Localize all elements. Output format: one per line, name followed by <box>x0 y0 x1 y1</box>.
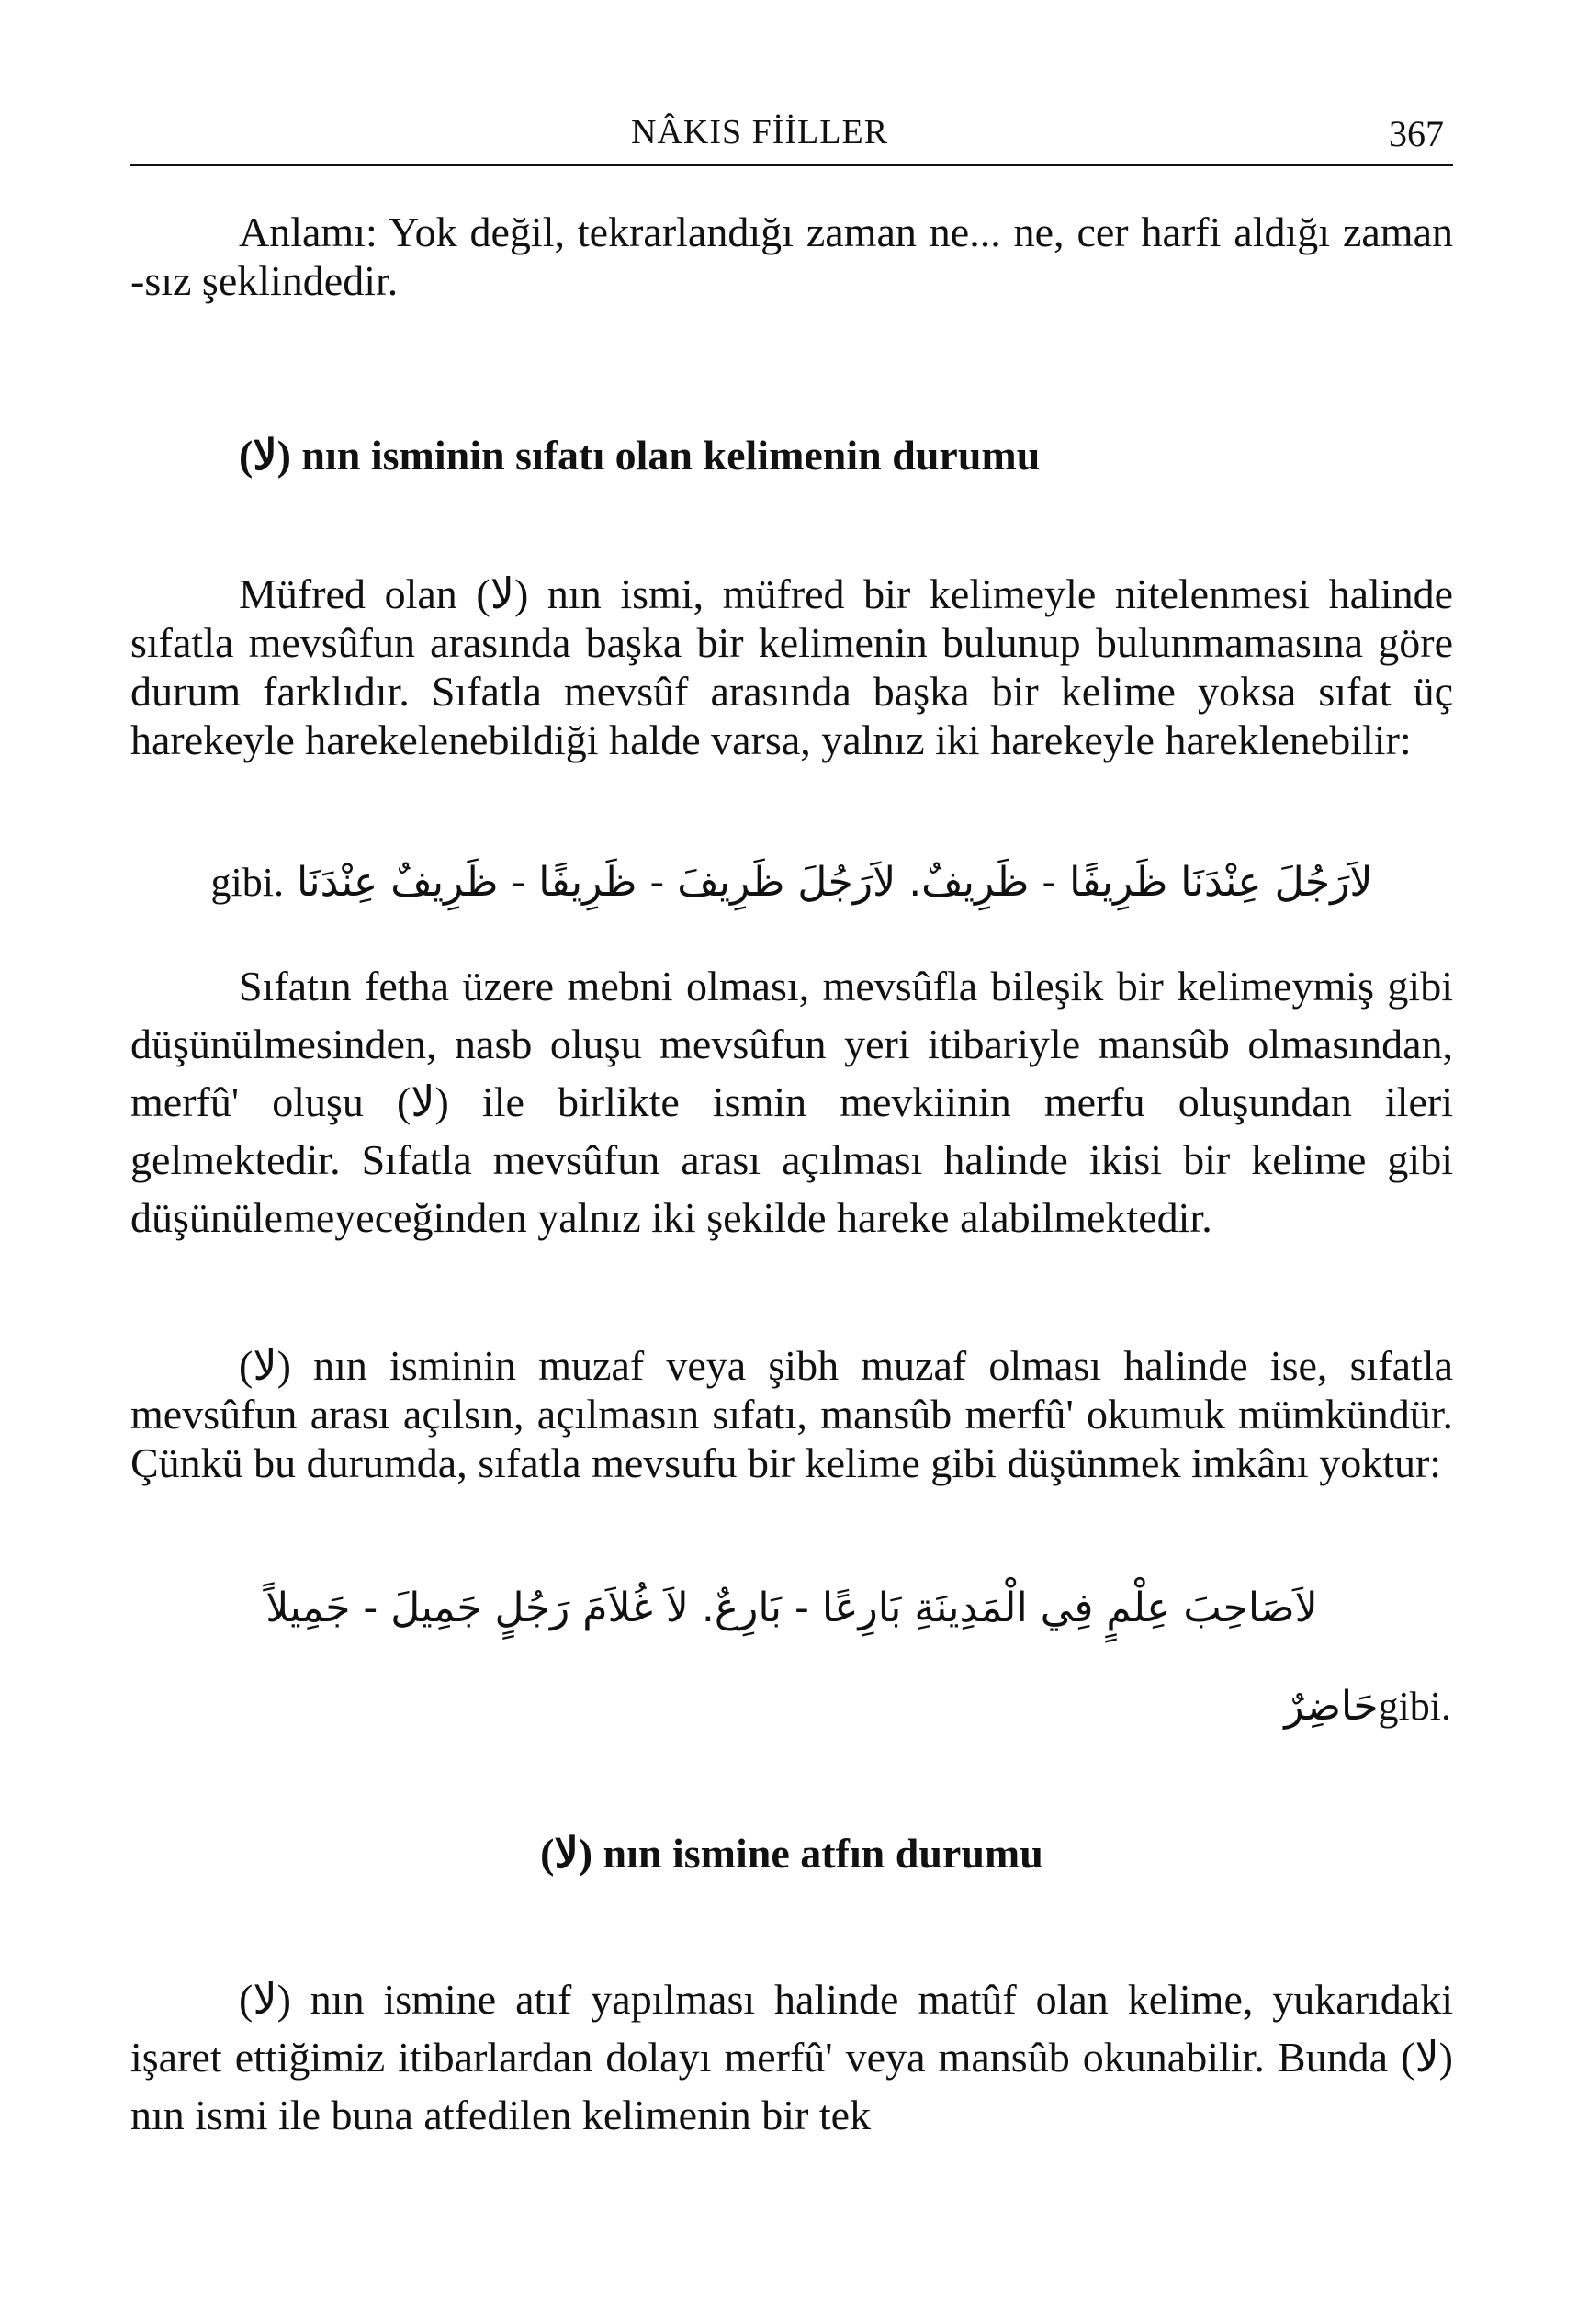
section-heading-adjective: (لا) nın isminin sıfatı olan kelimenin durumu <box>239 432 1041 479</box>
paragraph-muzaf: (لا) nın isminin muzaf veya şibh muzaf olması halinde ise, sıfatla mevsûfun arası açılsın, açılmasın sıfatı, mansûb merfû' okumuk mümkündür. Çünkü bu durumda, sıfatla mevsufu bir kelime gibi düşünmek imkânı yoktur: <box>130 1342 1453 1486</box>
arabic-text: لاَرَجُلَ عِنْدَنَا ظَرِيفًا - ظَرِيفٌ. لاَرَجُلَ ظَرِيفَ - ظَرِيفًا - ظَرِيفٌ عِنْدَنَا <box>297 859 1373 906</box>
running-header <box>130 108 1453 166</box>
arabic-example-3 <box>1284 1683 1451 1730</box>
page-number: 367 <box>1389 113 1444 154</box>
paragraph-meaning: Anlamı: Yok değil, tekrarlandığı zaman ne... ne, cer harfi aldığı zaman -sız şeklindedir. <box>130 209 1453 304</box>
gibi-label: gibi. <box>1378 1684 1451 1729</box>
arabic-example-1 <box>130 859 1453 906</box>
paragraph-mufred: Müfred olan (لا) nın ismi, müfred bir kelimeyle nitelenmesi halinde sıfatla mevsûfun arasında başka bir kelimenin bulunup bulunmamasına göre durum farklıdır. Sıfatla mevsûf arasında başka bir kelime yoksa sıfat üç harekeyle harekelenebildiği halde varsa, yalnız iki harekeyle hareklenebilir: <box>130 570 1454 763</box>
arabic-example-2: لاَصَاحِبَ عِلْمٍ فِي الْمَدِينَةِ بَارِعًا - بَارِعٌ. لاَ غُلاَمَ رَجُلٍ جَمِيلَ - جَمِيلاً <box>265 1585 1318 1631</box>
section-heading-atif: (لا) nın ismine atfın durumu <box>540 1830 1043 1877</box>
paragraph-atif: (لا) nın ismine atıf yapılması halinde matûf olan kelime, yukarıdaki işaret ettiğimiz itibarlardan dolayı merfû' veya mansûb okunabilir. Bunda (لا) nın ismi ile buna atfedilen kelimenin bir tek <box>130 1976 1453 2138</box>
chapter-title: NÂKIS FİİLLER <box>631 113 889 152</box>
paragraph-sifat: Sıfatın fetha üzere mebni olması, mevsûfla bileşik bir kelimeymiş gibi düşünülmesinden, nasb oluşu mevsûfun yeri itibariyle mansûb olmasından, merfû' oluşu (لا) ile birlikte ismin mevkiinin merfu oluşundan ileri gelmektedir. Sıfatla mevsûfun arası açılması halinde ikisi bir kelime gibi düşünülemeyeceğinden yalnız iki şekilde hareke alabilmektedir. <box>130 963 1453 1241</box>
arabic-text: حَاضِرٌ <box>1284 1683 1379 1730</box>
gibi-label: gibi. <box>210 860 284 905</box>
